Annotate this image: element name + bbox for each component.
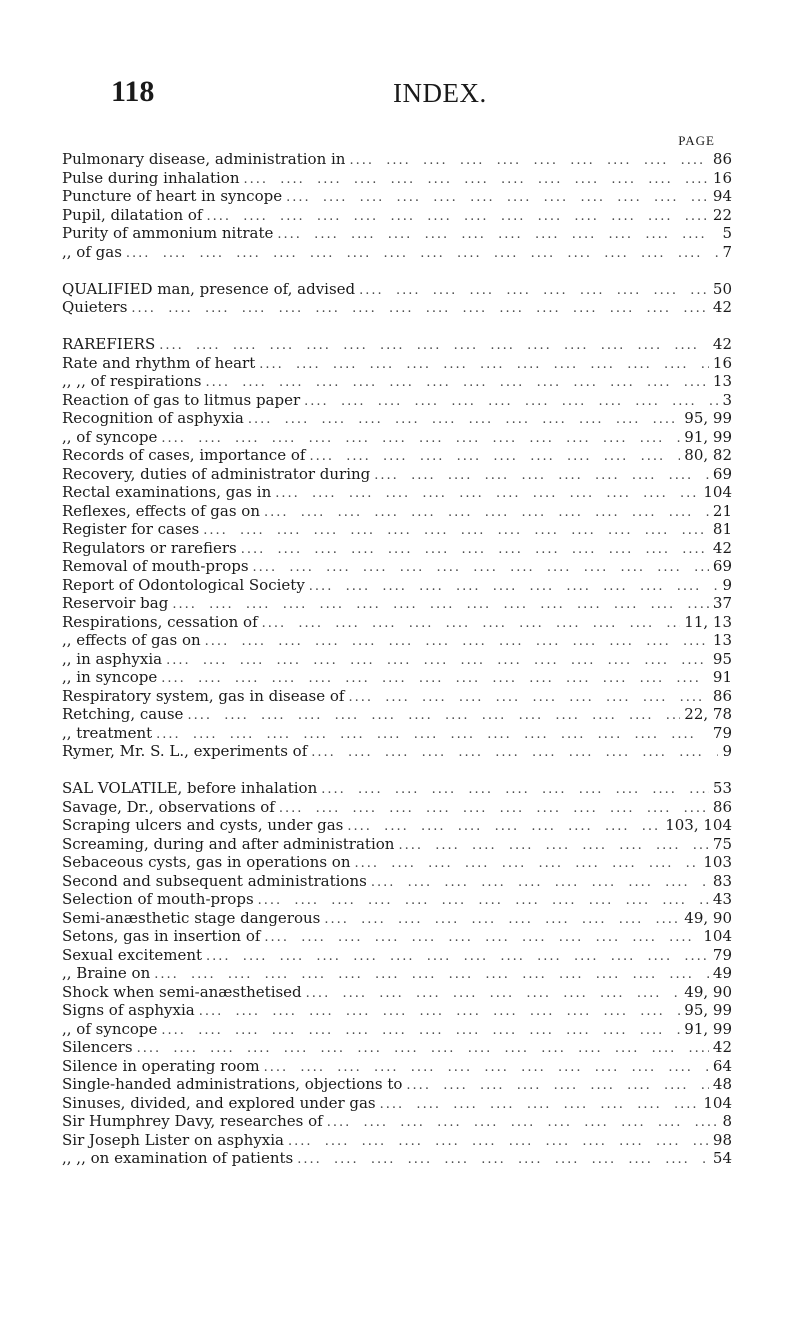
- index-term: Selection of mouth-props: [62, 890, 254, 908]
- dot-leader: [258, 892, 709, 909]
- index-term: ,, Braine on: [62, 964, 151, 982]
- index-term: Respirations, cessation of: [62, 612, 258, 631]
- index-entry: [62, 687, 732, 706]
- index-pages: 37: [712, 594, 732, 612]
- index-term: Scraping ulcers and cysts, under gas: [62, 816, 344, 834]
- index-pages: 49, 90: [684, 908, 732, 927]
- index-pages: 79: [712, 723, 732, 742]
- dot-leader: [253, 559, 709, 576]
- index-pages: 16: [712, 168, 732, 187]
- index-term: Silencers: [62, 1038, 133, 1056]
- index-entry: [62, 354, 732, 373]
- dot-leader: [206, 208, 708, 225]
- index-term: Sebaceous cysts, gas in operations on: [62, 853, 351, 871]
- index-entry: [62, 872, 732, 891]
- index-pages: 5: [722, 224, 732, 242]
- index-term: ,, in syncope: [62, 668, 158, 686]
- index-term: Recognition of asphyxia: [62, 409, 244, 427]
- index-entry: [62, 835, 732, 854]
- index-term: Puncture of heart in syncope: [62, 187, 283, 205]
- index-entry: [62, 409, 732, 428]
- index-term: ,, in asphyxia: [62, 649, 163, 668]
- index-pages: 9: [722, 575, 732, 594]
- index-entry: [62, 465, 732, 484]
- index-term: Signs of asphyxia: [62, 1001, 195, 1019]
- index-entry: [62, 169, 732, 188]
- dot-leader: [156, 726, 709, 743]
- index-pages: 91, 99: [684, 1019, 732, 1038]
- index-section: [62, 280, 732, 317]
- dot-leader: [277, 226, 718, 243]
- dot-leader: [324, 911, 680, 928]
- dot-leader: [311, 744, 718, 761]
- dot-leader: [243, 171, 708, 188]
- index-term: Removal of mouth-props: [62, 557, 249, 575]
- dot-leader: [205, 633, 709, 650]
- index-pages: 75: [712, 834, 732, 853]
- index-pages: 69: [712, 464, 732, 483]
- index-pages: 95, 99: [684, 1001, 732, 1019]
- index-entry: [62, 539, 732, 558]
- index-entry: [62, 428, 732, 447]
- index-pages: 22, 78: [684, 705, 732, 723]
- index-entry: [62, 1112, 732, 1131]
- index-term: Sir Humphrey Davy, researches of: [62, 1112, 323, 1130]
- index-pages: 49: [712, 964, 732, 982]
- index-term: ,, treatment: [62, 723, 153, 742]
- index-entry: [62, 1149, 732, 1168]
- index-term: RAREFIERS: [62, 335, 156, 353]
- index-entry: [62, 742, 732, 761]
- index-entry: [62, 446, 732, 465]
- index-term: ,, of gas: [62, 242, 122, 261]
- index-term: Pupil, dilatation of: [62, 205, 203, 224]
- dot-leader: [241, 541, 709, 558]
- dot-leader: [154, 966, 709, 983]
- index-entry: [62, 650, 732, 669]
- index-pages: 91: [712, 668, 732, 686]
- index-term: Regulators or rarefiers: [62, 538, 237, 557]
- dot-leader: [406, 1077, 708, 1094]
- index-pages: 53: [712, 779, 732, 797]
- index-pages: 7: [722, 242, 732, 261]
- index-entry: [62, 483, 732, 502]
- index-term: Quieters: [62, 298, 128, 316]
- dot-leader: [348, 689, 708, 706]
- index-pages: 42: [712, 298, 732, 316]
- index-entry: [62, 909, 732, 928]
- index-term: Rate and rhythm of heart: [62, 353, 256, 372]
- index-pages: 50: [712, 279, 732, 298]
- dot-leader: [288, 1133, 709, 1150]
- index-term: Purity of ammonium nitrate: [62, 224, 274, 242]
- page-header: [0, 0, 801, 148]
- page-column-label: PAGE: [678, 133, 715, 148]
- index-entry: [62, 557, 732, 576]
- index-entry: [62, 1094, 732, 1113]
- index-pages: 104: [703, 1093, 732, 1112]
- index-pages: 49, 90: [684, 982, 732, 1001]
- index-entry: [62, 1075, 732, 1094]
- dot-leader: [161, 670, 709, 687]
- dot-leader: [172, 596, 709, 613]
- index-term: Screaming, during and after administration: [62, 834, 395, 853]
- index-pages: 11, 13: [684, 612, 732, 631]
- index-term: Pulmonary disease, administration in: [62, 150, 346, 168]
- index-pages: 81: [712, 520, 732, 538]
- index-entry: [62, 853, 732, 872]
- index-term: Records of cases, importance of: [62, 446, 306, 464]
- index-term: Rectal examinations, gas in: [62, 483, 272, 501]
- index-term: Silence in operating room: [62, 1056, 260, 1075]
- dot-leader: [264, 929, 699, 946]
- dot-leader: [309, 578, 719, 595]
- index-entry: [62, 576, 732, 595]
- running-head: INDEX.: [393, 78, 487, 108]
- dot-leader: [187, 707, 680, 724]
- dot-leader: [131, 300, 709, 317]
- index-entry: [62, 779, 732, 798]
- index-entry: [62, 298, 732, 317]
- dot-leader: [286, 189, 709, 206]
- index-pages: 94: [712, 187, 732, 205]
- index-term: Reservoir bag: [62, 594, 169, 612]
- index-entry: [62, 705, 732, 724]
- index-pages: 86: [712, 686, 732, 705]
- index-entry: [62, 1020, 732, 1039]
- index-pages: 42: [712, 1038, 732, 1056]
- dot-leader: [355, 855, 700, 872]
- index-entry: [62, 594, 732, 613]
- index-list: [62, 150, 732, 1186]
- dot-leader: [279, 800, 709, 817]
- index-pages: 8: [722, 1112, 732, 1130]
- index-entry: [62, 927, 732, 946]
- index-term: Register for cases: [62, 520, 200, 538]
- dot-leader: [349, 152, 708, 169]
- dot-leader: [199, 1003, 681, 1020]
- index-pages: 9: [722, 742, 732, 760]
- dot-leader: [371, 874, 709, 891]
- index-entry: [62, 1057, 732, 1076]
- index-entry: [62, 243, 732, 262]
- index-entry: [62, 668, 732, 687]
- index-term: Sinuses, divided, and explored under gas: [62, 1093, 376, 1112]
- index-entry: [62, 372, 732, 391]
- index-pages: 103: [703, 853, 732, 871]
- index-term: Pulse during inhalation: [62, 168, 240, 187]
- dot-leader: [327, 1114, 719, 1131]
- index-entry: [62, 187, 732, 206]
- index-term: Reaction of gas to litmus paper: [62, 390, 301, 409]
- index-term: Savage, Dr., observations of: [62, 797, 275, 816]
- dot-leader: [275, 485, 699, 502]
- dot-leader: [206, 948, 709, 965]
- index-pages: 16: [712, 353, 732, 372]
- index-entry: [62, 964, 732, 983]
- index-pages: 104: [703, 927, 732, 945]
- index-entry: [62, 631, 732, 650]
- index-term: Setons, gas in insertion of: [62, 927, 261, 945]
- index-pages: 95, 99: [684, 409, 732, 427]
- page-number: 118: [111, 75, 155, 108]
- index-pages: 22: [712, 205, 732, 224]
- index-pages: 42: [712, 335, 732, 353]
- dot-leader: [259, 356, 709, 373]
- dot-leader: [321, 781, 709, 798]
- index-pages: 3: [722, 390, 732, 409]
- dot-leader: [374, 467, 709, 484]
- index-pages: 21: [712, 501, 732, 520]
- dot-leader: [161, 430, 680, 447]
- dot-leader: [309, 448, 680, 465]
- index-entry: [62, 890, 732, 909]
- index-term: Reflexes, effects of gas on: [62, 501, 260, 520]
- index-entry: [62, 520, 732, 539]
- index-entry: [62, 335, 732, 354]
- index-pages: 86: [712, 150, 732, 168]
- index-section: [62, 150, 732, 261]
- dot-leader: [126, 245, 719, 262]
- index-pages: 98: [712, 1130, 732, 1149]
- dot-leader: [347, 818, 661, 835]
- index-term: Sexual excitement: [62, 945, 203, 964]
- dot-leader: [398, 837, 708, 854]
- index-term: ,, ,, on examination of patients: [62, 1149, 294, 1167]
- index-term: Semi-anæsthetic stage dangerous: [62, 908, 321, 927]
- index-entry: [62, 613, 732, 632]
- index-pages: 54: [712, 1149, 732, 1167]
- index-term: Shock when semi-anæsthetised: [62, 982, 302, 1001]
- index-term: ,, of syncope: [62, 1019, 158, 1038]
- index-term: Report of Odontological Society: [62, 575, 305, 594]
- index-pages: 13: [712, 631, 732, 649]
- dot-leader: [161, 1022, 680, 1039]
- dot-leader: [359, 282, 709, 299]
- index-term: ,, ,, of respirations: [62, 372, 202, 390]
- dot-leader: [205, 374, 708, 391]
- index-entry: [62, 224, 732, 243]
- index-term: Respiratory system, gas in disease of: [62, 686, 345, 705]
- index-pages: 13: [712, 372, 732, 390]
- dot-leader: [137, 1040, 709, 1057]
- index-term: Second and subsequent administrations: [62, 871, 367, 890]
- index-entry: [62, 724, 732, 743]
- index-pages: 95: [712, 649, 732, 668]
- index-entry: [62, 150, 732, 169]
- dot-leader: [166, 652, 709, 669]
- index-term: Recovery, duties of administrator during: [62, 464, 371, 483]
- index-entry: [62, 946, 732, 965]
- index-section: [62, 335, 732, 761]
- index-entry: [62, 280, 732, 299]
- index-term: Retching, cause: [62, 705, 184, 723]
- dot-leader: [248, 411, 680, 428]
- index-pages: 79: [712, 945, 732, 964]
- index-term: ,, effects of gas on: [62, 631, 201, 649]
- index-entry: [62, 1131, 732, 1150]
- index-entry: [62, 206, 732, 225]
- dot-leader: [306, 985, 681, 1002]
- index-term: Sir Joseph Lister on asphyxia: [62, 1130, 284, 1149]
- index-pages: 48: [712, 1075, 732, 1093]
- dot-leader: [297, 1151, 709, 1168]
- index-entry: [62, 391, 732, 410]
- dot-leader: [380, 1096, 700, 1113]
- index-pages: 42: [712, 538, 732, 557]
- dot-leader: [264, 1059, 709, 1076]
- index-section: [62, 779, 732, 1168]
- index-term: Single-handed administrations, objections to: [62, 1075, 403, 1093]
- index-pages: 83: [712, 871, 732, 890]
- index-pages: 91, 99: [684, 427, 732, 446]
- index-term: SAL VOLATILE, before inhalation: [62, 779, 318, 797]
- index-pages: 69: [712, 557, 732, 575]
- index-pages: 43: [712, 890, 732, 908]
- dot-leader: [264, 504, 709, 521]
- dot-leader: [203, 522, 709, 539]
- index-entry: [62, 983, 732, 1002]
- index-entry: [62, 1038, 732, 1057]
- index-pages: 80, 82: [684, 446, 732, 464]
- index-term: Rymer, Mr. S. L., experiments of: [62, 742, 308, 760]
- index-term: QUALIFIED man, presence of, advised: [62, 279, 356, 298]
- index-pages: 86: [712, 797, 732, 816]
- index-entry: [62, 1001, 732, 1020]
- index-entry: [62, 816, 732, 835]
- index-pages: 104: [703, 483, 732, 501]
- dot-leader: [262, 615, 681, 632]
- index-entry: [62, 798, 732, 817]
- dot-leader: [159, 337, 709, 354]
- index-entry: [62, 502, 732, 521]
- dot-leader: [304, 393, 718, 410]
- index-term: ,, of syncope: [62, 427, 158, 446]
- index-pages: 103, 104: [665, 816, 732, 834]
- index-pages: 64: [712, 1056, 732, 1075]
